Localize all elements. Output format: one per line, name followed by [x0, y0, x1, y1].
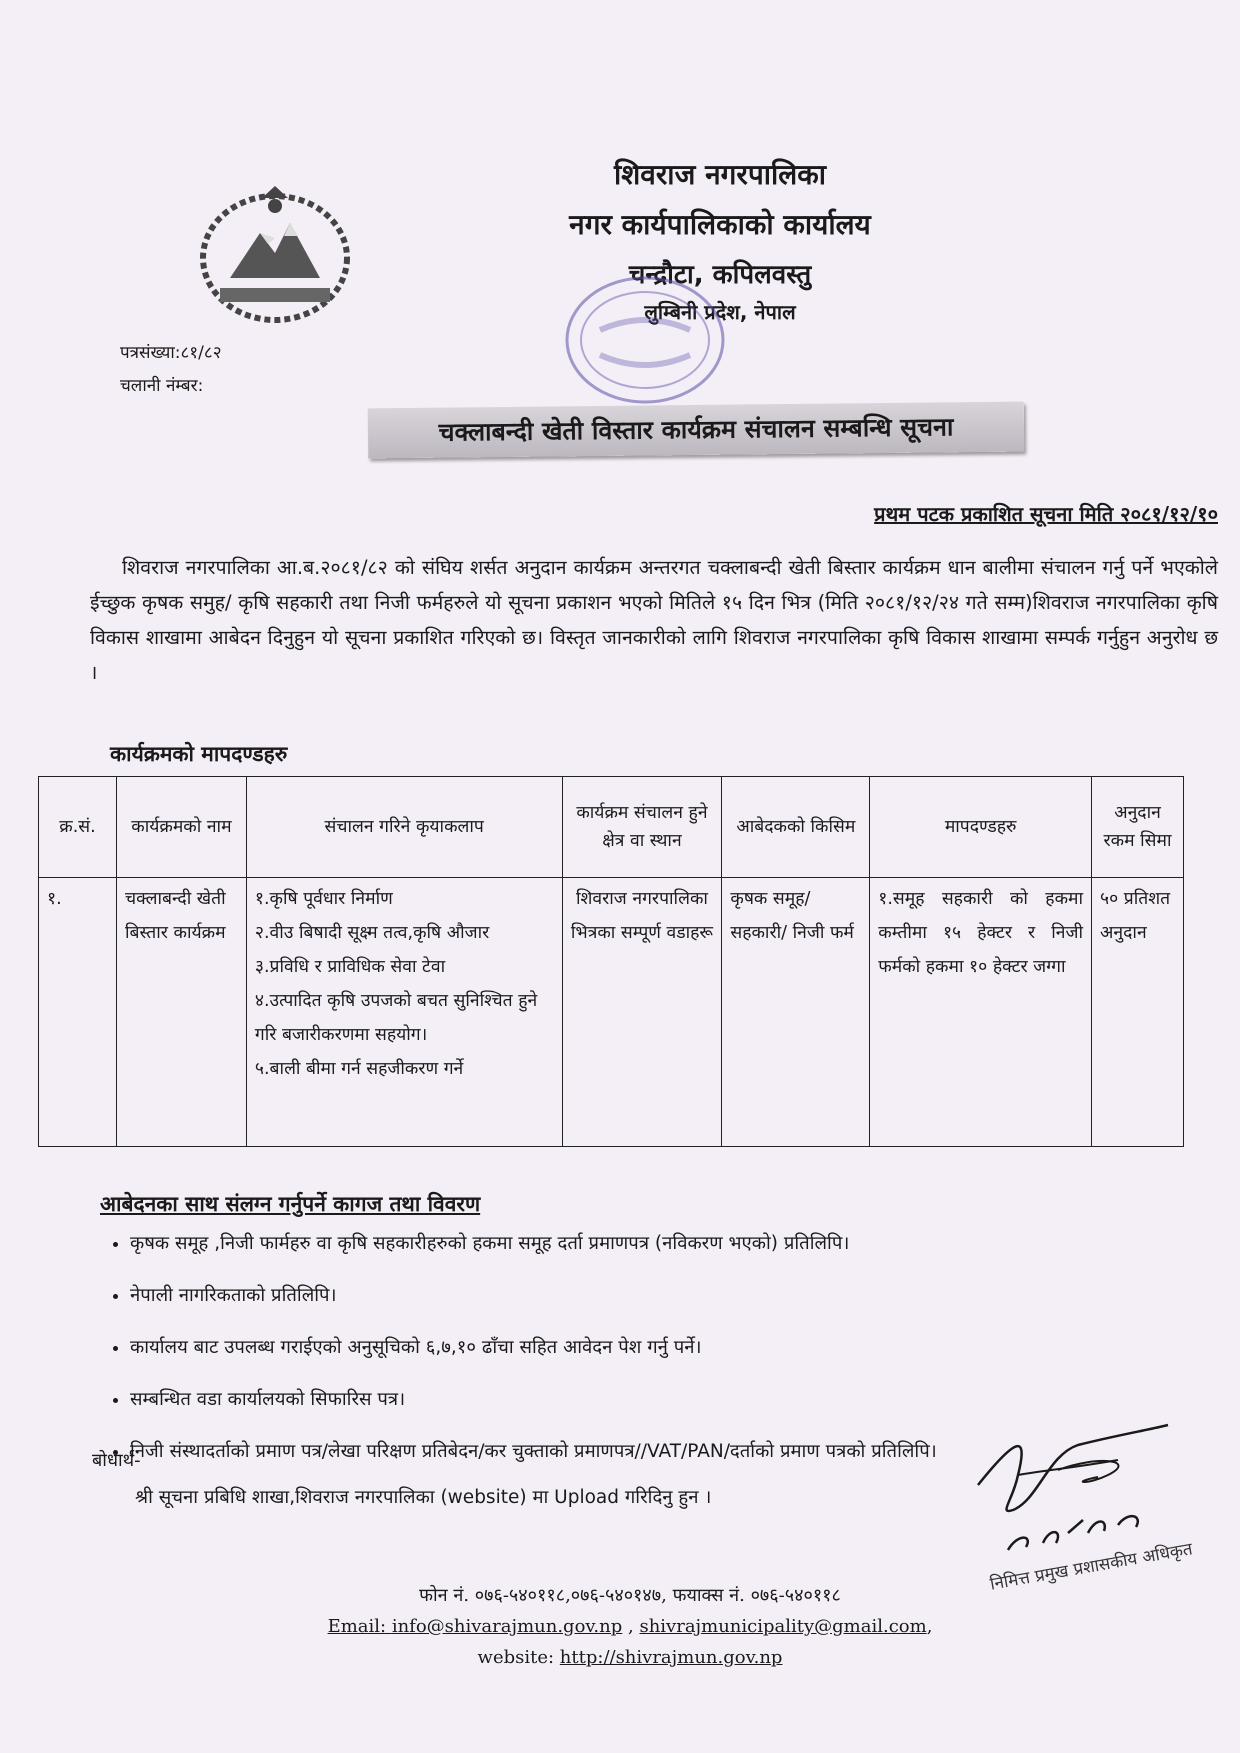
notice-body: शिवराज नगरपालिका आ.ब.२०८१/८२ को संघिय शर्सत अनुदान कार्यक्रम अन्तरगत चक्लाबन्दी खेती बिस्तार कार्यक्रम धान बालीमा संचालन गर्नु पर्ने भएकोले ईच्छुक कृषक समुह/ कृषि सहकारी तथा निजी फर्महरुले यो सूचना प्रकाशन भएको मितिले १५ दिन भित्र (मिति २०८१/१२/२४ गते सम्म)शिवराज नगरपालिका कृषि विकास शाखामा आबेदन दिनुहुन यो सूचना प्रकाशित गरिएको छ। विस्तृत जानकारीको लागि शिवराज नगरपालिका कृषि विकास शाखामा सम्पर्क गर्नुहुन अनुरोध छ ।	[90, 556, 1218, 684]
email-label: Email:	[327, 1616, 392, 1637]
email-link-1[interactable]: info@shivarajmun.gov.np	[391, 1616, 623, 1637]
email-link-2[interactable]: shivrajmunicipality@gmail.com	[639, 1616, 927, 1637]
website-label: website:	[477, 1647, 560, 1668]
footer-website	[230, 1647, 1030, 1668]
notice-title: चक्लाबन्दी खेती विस्तार कार्यक्रम संचालन सम्बन्धि सूचना	[368, 402, 1024, 459]
attachments-heading: आबेदनका साथ संलग्न गर्नुपर्ने कागज तथा विवरण	[100, 1192, 481, 1216]
cell-program-name: चक्लाबन्दी खेती बिस्तार कार्यक्रम	[116, 878, 246, 1147]
nepal-emblem-icon	[190, 178, 360, 328]
activity-item: १.कृषि पूर्वधार निर्माण	[254, 889, 393, 909]
list-item: • कृषक समूह ,निजी फार्महरु वा कृषि सहकारीहरुको हकमा समूह दर्ता प्रमाणपत्र (नविकरण भएको) प्रतिलिपि।	[130, 1222, 1240, 1274]
col-header: आबेदकको किसिम	[722, 777, 870, 878]
office-stamp-icon	[560, 270, 730, 410]
list-item: • नेपाली नागरिकताको प्रतिलिपि।	[130, 1274, 1240, 1326]
municipality-name: शिवराज नगरपालिका	[614, 158, 826, 191]
list-item: • निजी संस्थादर्ताको प्रमाण पत्र/लेखा परिक्षण प्रतिबेदन/कर चुक्ताको प्रमाणपत्र//VAT/PAN/दर्ताको प्रमाण पत्रको प्रतिलिपि।	[130, 1430, 1240, 1482]
col-header: मापदण्डहरु	[870, 777, 1092, 878]
website-link[interactable]: http://shivrajmun.gov.np	[559, 1647, 783, 1668]
dispatch-number: चलानी नंम्बर:	[120, 376, 204, 396]
province-country: लुम्बिनी प्रदेश, नेपाल	[644, 300, 796, 324]
col-header: संचालन गरिने कृयाकलाप	[246, 777, 562, 878]
activity-item: ४.उत्पादित कृषि उपजको बचत सुनिश्चित हुने गरि बजारीकरणमा सहयोग।	[254, 991, 538, 1045]
list-item: • सम्बन्धित वडा कार्यालयको सिफारिस पत्र।	[130, 1378, 1240, 1430]
footer-email	[230, 1616, 1030, 1637]
office-name: नगर कार्यपालिकाको कार्यालय	[569, 208, 871, 241]
cell-grant-limit: ५० प्रतिशत अनुदान	[1092, 878, 1184, 1147]
cell-criteria: १.समूह सहकारी को हकमा कम्तीमा १५ हेक्टर र निजी फर्मको हकमा १० हेक्टर जग्गा	[870, 878, 1092, 1147]
col-header: अनुदान रकम सिमा	[1092, 777, 1184, 878]
published-date: प्रथम पटक प्रकाशित सूचना मिति २०८१/१२/१०	[874, 502, 1218, 526]
cc-line: श्री सूचना प्रबिधि शाखा,शिवराज नगरपालिका (website) मा Upload गरिदिनु हुन ।	[135, 1487, 712, 1508]
cell-applicant-type: कृषक समूह/ सहकारी/ निजी फर्म	[722, 878, 870, 1147]
cell-area: शिवराज नगरपालिका भित्रका सम्पूर्ण वडाहरू	[562, 878, 722, 1147]
activity-item: ३.प्रविधि र प्राविधिक सेवा टेवा	[254, 957, 446, 977]
col-header: क्र.सं.	[39, 777, 117, 878]
footer-phone: फोन नं. ०७६-५४०११८,०७६-५४०१४७, फयाक्स नं. ०७६-५४०११८	[419, 1585, 841, 1606]
col-header: कार्यक्रमको नाम	[116, 777, 246, 878]
email-end: ,	[926, 1616, 933, 1637]
activity-item: २.वीउ बिषादी सूक्ष्म तत्व,कृषि औजार	[254, 923, 490, 943]
cell-serial: १.	[39, 878, 117, 1147]
cc-label: बोधार्थ-	[92, 1450, 141, 1471]
criteria-heading: कार्यक्रमको मापदण्डहरु	[110, 742, 288, 766]
email-separator: ,	[622, 1616, 640, 1637]
criteria-table	[38, 776, 1184, 1147]
office-address: चन्द्रौटा, कपिलवस्तु	[628, 260, 812, 290]
signatory-title: निमित्त प्रमुख प्रशासकीय अधिकृत	[988, 1539, 1195, 1595]
col-header: कार्यक्रम संचालन हुने क्षेत्र वा स्थान	[562, 777, 722, 878]
list-item: • कार्यालय बाट उपलब्ध गराईएको अनुसूचिको ६,७,१० ढाँचा सहित आवेदन पेश गर्नु पर्ने।	[130, 1326, 1240, 1378]
table-header-row	[39, 777, 1184, 878]
activity-item: ५.बाली बीमा गर्न सहजीकरण गर्ने	[254, 1059, 464, 1079]
letter-number: पत्रसंख्या:८१/८२	[120, 343, 222, 363]
cell-activities	[246, 878, 562, 1147]
table-row	[39, 878, 1184, 1147]
